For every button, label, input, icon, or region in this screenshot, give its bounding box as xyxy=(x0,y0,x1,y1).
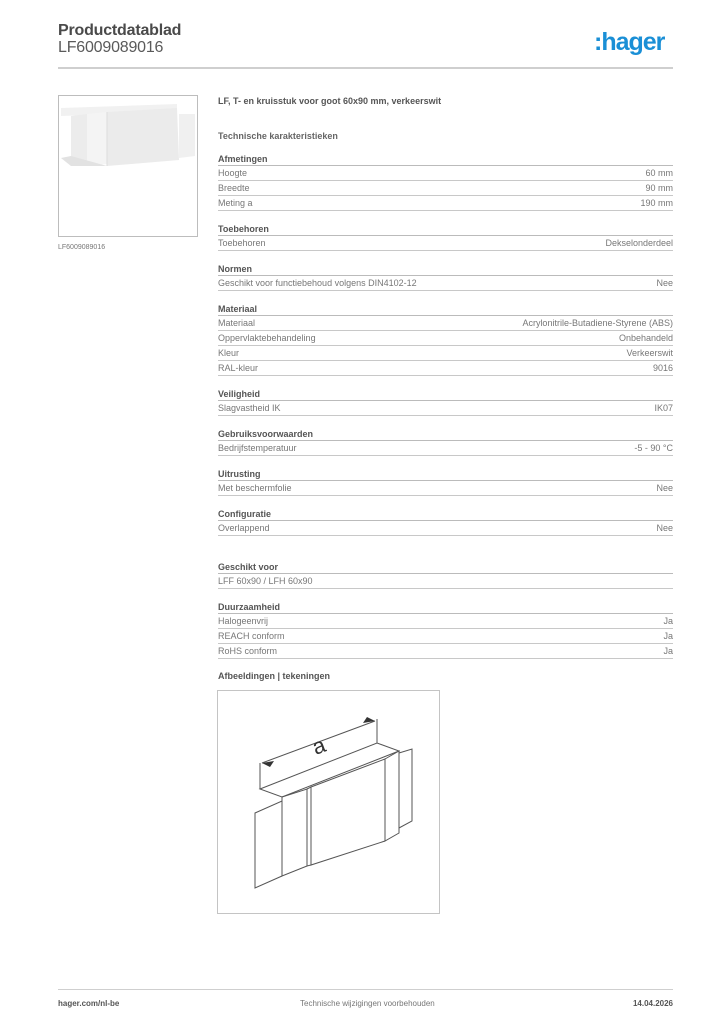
spec-group-toebehoren xyxy=(218,222,673,251)
spec-label: Halogeenvrij xyxy=(218,616,269,626)
spec-label: LFF 60x90 / LFH 60x90 xyxy=(218,576,313,586)
spec-group-veiligheid xyxy=(218,387,673,416)
spec-label: Kleur xyxy=(218,348,240,358)
spec-value: Ja xyxy=(663,646,673,656)
spec-label: Oppervlaktebehandeling xyxy=(218,333,316,343)
spec-group-title: Veiligheid xyxy=(218,387,673,401)
spec-group-title: Geschikt voor xyxy=(218,560,673,574)
spec-group-title: Normen xyxy=(218,262,673,276)
product-description: LF, T- en kruisstuk voor goot 60x90 mm, verkeerswit xyxy=(218,96,442,106)
spec-group-materiaal xyxy=(218,302,673,376)
footer-divider xyxy=(58,989,673,990)
spec-group-title: Gebruiksvoorwaarden xyxy=(218,427,673,441)
spec-row xyxy=(218,401,673,416)
spec-row xyxy=(218,166,673,181)
spec-value: IK07 xyxy=(654,403,673,413)
spec-value: Ja xyxy=(663,616,673,626)
spec-label: Meting a xyxy=(218,198,253,208)
header-divider xyxy=(58,67,673,69)
spec-table xyxy=(218,152,673,670)
spec-group-geschikt-voor xyxy=(218,560,673,589)
product-image-icon xyxy=(59,96,197,236)
spec-row xyxy=(218,574,673,589)
spec-group-gebruiksvoorwaarden xyxy=(218,427,673,456)
spec-value: Ja xyxy=(663,631,673,641)
product-code: LF6009089016 xyxy=(58,39,164,56)
technical-drawing xyxy=(217,690,440,914)
spec-row xyxy=(218,196,673,211)
spec-value: Nee xyxy=(656,278,673,288)
spec-row xyxy=(218,481,673,496)
dimension-label: a xyxy=(308,732,329,760)
spec-label: REACH conform xyxy=(218,631,285,641)
spec-value: 190 mm xyxy=(640,198,673,208)
footer-website-link[interactable]: hager.com/nl-be xyxy=(58,999,120,1008)
thumbnail-caption: LF6009089016 xyxy=(58,244,106,251)
spec-value: Nee xyxy=(656,523,673,533)
spec-value: Dekselonderdeel xyxy=(605,238,673,248)
spec-label: Slagvastheid IK xyxy=(218,403,281,413)
spec-row xyxy=(218,521,673,536)
spec-label: RAL-kleur xyxy=(218,363,259,373)
spec-row xyxy=(218,316,673,331)
spec-group-title: Materiaal xyxy=(218,302,673,316)
page-title: Productdatablad xyxy=(58,22,182,39)
spec-label: Met beschermfolie xyxy=(218,483,292,493)
footer-date: 14.04.2026 xyxy=(632,999,673,1008)
spec-label: RoHS conform xyxy=(218,646,278,656)
spec-row xyxy=(218,236,673,251)
spec-group-duurzaamheid xyxy=(218,600,673,659)
spec-group-title: Toebehoren xyxy=(218,222,673,236)
spec-value: Onbehandeld xyxy=(618,333,673,343)
spec-row xyxy=(218,441,673,456)
spec-group-normen xyxy=(218,262,673,291)
section-title-technical: Technische karakteristieken xyxy=(218,131,338,141)
spec-label: Geschikt voor functiebehoud volgens DIN4102-12 xyxy=(218,278,417,288)
spec-value: 60 mm xyxy=(645,168,673,178)
spec-group-afmetingen xyxy=(218,152,673,211)
footer-disclaimer: Technische wijzigingen voorbehouden xyxy=(300,999,435,1008)
spec-row xyxy=(218,331,673,346)
spec-value: 9016 xyxy=(652,363,673,373)
spec-group-title: Uitrusting xyxy=(218,467,673,481)
drawings-title: Afbeeldingen | tekeningen xyxy=(218,671,331,681)
spec-group-title: Configuratie xyxy=(218,507,673,521)
spec-row xyxy=(218,629,673,644)
spec-row xyxy=(218,644,673,659)
spec-row xyxy=(218,181,673,196)
spec-label: Breedte xyxy=(218,183,250,193)
spec-value: Nee xyxy=(656,483,673,493)
spec-value: Verkeerswit xyxy=(626,348,673,358)
spec-group-configuratie xyxy=(218,507,673,536)
spec-row xyxy=(218,276,673,291)
spec-label: Hoogte xyxy=(218,168,248,178)
spec-label: Overlappend xyxy=(218,523,270,533)
spec-label: Bedrijfstemperatuur xyxy=(218,443,297,453)
spec-group-uitrusting xyxy=(218,467,673,496)
dimension-drawing-icon xyxy=(218,691,439,913)
spec-label: Toebehoren xyxy=(218,238,266,248)
spec-value: 90 mm xyxy=(645,183,673,193)
spec-label: Materiaal xyxy=(218,318,256,328)
spec-value: -5 - 90 °C xyxy=(634,443,673,453)
spec-group-title: Duurzaamheid xyxy=(218,600,673,614)
spec-value: Acrylonitrile-Butadiene-Styrene (ABS) xyxy=(522,318,673,328)
spec-row xyxy=(218,361,673,376)
spec-group-title: Afmetingen xyxy=(218,152,673,166)
hager-logo: :hager xyxy=(594,28,665,56)
spec-row xyxy=(218,346,673,361)
product-thumbnail xyxy=(58,95,198,237)
spec-row xyxy=(218,614,673,629)
